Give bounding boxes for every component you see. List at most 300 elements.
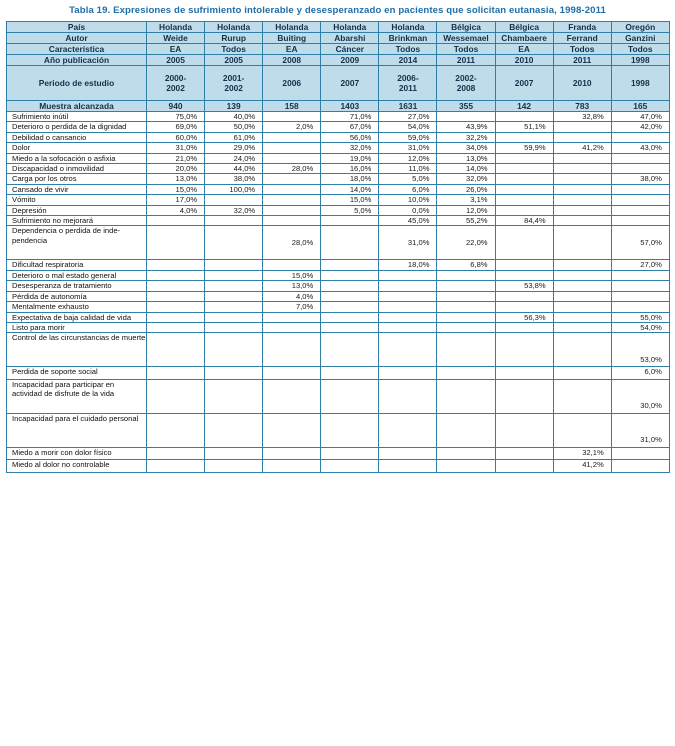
table-row xyxy=(7,143,670,153)
table-row xyxy=(7,281,670,291)
table-cell xyxy=(147,379,205,413)
table-cell: 12,0% xyxy=(379,153,437,163)
table-cell xyxy=(321,333,379,367)
table-cell xyxy=(379,333,437,367)
table-header-row xyxy=(7,22,670,33)
table-cell xyxy=(437,281,495,291)
table-row xyxy=(7,312,670,322)
table-cell xyxy=(321,260,379,270)
table-row xyxy=(7,226,670,260)
table-cell: 55,2% xyxy=(437,216,495,226)
header-cell: EA xyxy=(263,44,321,55)
table-header-row xyxy=(7,44,670,55)
header-label: Año publicación xyxy=(7,55,147,66)
row-label: Sufrimiento no mejorará xyxy=(7,216,147,226)
table-cell: 34,0% xyxy=(437,143,495,153)
table-cell xyxy=(321,367,379,379)
table-cell xyxy=(205,281,263,291)
header-cell: 2007 xyxy=(495,66,553,101)
table-cell xyxy=(553,322,611,332)
table-cell xyxy=(611,164,669,174)
table-cell: 15,0% xyxy=(321,195,379,205)
header-label: Autor xyxy=(7,33,147,44)
table-cell: 100,0% xyxy=(205,184,263,194)
table-row xyxy=(7,205,670,215)
table-cell xyxy=(263,367,321,379)
table-cell: 14,0% xyxy=(321,184,379,194)
header-cell: Brinkman xyxy=(379,33,437,44)
table-cell: 30,0% xyxy=(611,379,669,413)
table-cell xyxy=(437,333,495,367)
table-cell: 6,0% xyxy=(611,367,669,379)
table-cell xyxy=(263,143,321,153)
table-row xyxy=(7,216,670,226)
table-cell xyxy=(147,333,205,367)
table-cell xyxy=(495,367,553,379)
table-cell: 84,4% xyxy=(495,216,553,226)
row-label: Expectativa de baja calidad de vida xyxy=(7,312,147,322)
table-cell: 6,8% xyxy=(437,260,495,270)
header-cell: 355 xyxy=(437,101,495,112)
table-cell xyxy=(379,302,437,312)
table-cell: 43,0% xyxy=(611,143,669,153)
table-cell: 5,0% xyxy=(379,174,437,184)
table-cell xyxy=(379,447,437,459)
table-cell xyxy=(321,216,379,226)
table-cell: 19,0% xyxy=(321,153,379,163)
header-cell: Todos xyxy=(205,44,263,55)
table-cell: 10,0% xyxy=(379,195,437,205)
row-label: Control de las circunstancias de muerte xyxy=(7,333,147,367)
table-cell: 28,0% xyxy=(263,226,321,260)
header-cell: Ferrand xyxy=(553,33,611,44)
table-row xyxy=(7,302,670,312)
table-cell: 60,0% xyxy=(147,132,205,142)
table-cell xyxy=(205,367,263,379)
header-cell: EA xyxy=(495,44,553,55)
row-label: Depresión xyxy=(7,205,147,215)
table-cell: 59,9% xyxy=(495,143,553,153)
table-row xyxy=(7,413,670,447)
table-row xyxy=(7,270,670,280)
table-cell: 45,0% xyxy=(379,216,437,226)
table-cell xyxy=(205,413,263,447)
row-label: Cansado de vivir xyxy=(7,184,147,194)
table-cell xyxy=(437,367,495,379)
table-cell xyxy=(495,112,553,122)
table-cell: 32,0% xyxy=(205,205,263,215)
table-cell xyxy=(321,447,379,459)
table-cell xyxy=(321,226,379,260)
header-cell: Holanda xyxy=(147,22,205,33)
table-cell xyxy=(611,302,669,312)
table-cell: 56,0% xyxy=(321,132,379,142)
header-cell: Bélgica xyxy=(495,22,553,33)
table-cell xyxy=(205,460,263,472)
row-label: Dificultad respiratoria xyxy=(7,260,147,270)
table-cell xyxy=(495,322,553,332)
table-cell xyxy=(205,270,263,280)
table-cell xyxy=(611,291,669,301)
table-cell xyxy=(495,164,553,174)
table-cell xyxy=(553,184,611,194)
table-cell: 43,9% xyxy=(437,122,495,132)
table-cell xyxy=(553,205,611,215)
header-cell: 2014 xyxy=(379,55,437,66)
table-cell xyxy=(611,281,669,291)
header-cell: 2001- 2002 xyxy=(205,66,263,101)
table-cell xyxy=(147,367,205,379)
table-cell xyxy=(205,302,263,312)
table-cell xyxy=(437,413,495,447)
table-cell: 57,0% xyxy=(611,226,669,260)
table-cell xyxy=(205,447,263,459)
table-cell xyxy=(263,333,321,367)
table-cell xyxy=(205,216,263,226)
table-cell xyxy=(437,312,495,322)
table-cell: 15,0% xyxy=(147,184,205,194)
table-cell xyxy=(611,216,669,226)
table-cell xyxy=(147,447,205,459)
table-cell xyxy=(437,460,495,472)
table-cell xyxy=(147,260,205,270)
header-cell: Bélgica xyxy=(437,22,495,33)
table-cell: 16,0% xyxy=(321,164,379,174)
table-cell xyxy=(379,281,437,291)
header-cell: Holanda xyxy=(379,22,437,33)
header-cell: Chambaere xyxy=(495,33,553,44)
table-cell xyxy=(553,333,611,367)
table-cell: 32,0% xyxy=(437,174,495,184)
header-cell: Todos xyxy=(611,44,669,55)
header-cell: Holanda xyxy=(321,22,379,33)
table-cell xyxy=(495,184,553,194)
table-cell xyxy=(147,322,205,332)
table-cell xyxy=(147,460,205,472)
table-cell xyxy=(553,195,611,205)
header-cell: 2009 xyxy=(321,55,379,66)
table-cell: 31,0% xyxy=(379,143,437,153)
table-cell: 67,0% xyxy=(321,122,379,132)
table-cell xyxy=(553,413,611,447)
header-cell: EA xyxy=(147,44,205,55)
table-cell: 40,0% xyxy=(205,112,263,122)
table-cell: 13,0% xyxy=(437,153,495,163)
table-cell xyxy=(321,312,379,322)
table-cell: 5,0% xyxy=(321,205,379,215)
table-cell xyxy=(495,153,553,163)
table-cell: 7,0% xyxy=(263,302,321,312)
table-cell xyxy=(321,302,379,312)
table-row xyxy=(7,291,670,301)
table-cell: 53,0% xyxy=(611,333,669,367)
table-row xyxy=(7,260,670,270)
table-cell xyxy=(495,205,553,215)
row-label: Desesperanza de tratamiento xyxy=(7,281,147,291)
table-cell: 12,0% xyxy=(437,205,495,215)
row-label: Miedo al dolor no controlable xyxy=(7,460,147,472)
table-cell: 0,0% xyxy=(379,205,437,215)
table-cell xyxy=(495,174,553,184)
table-cell xyxy=(611,447,669,459)
table-cell: 28,0% xyxy=(263,164,321,174)
table-cell: 31,0% xyxy=(147,143,205,153)
table-cell: 18,0% xyxy=(321,174,379,184)
table-row xyxy=(7,460,670,472)
table-cell xyxy=(263,153,321,163)
table-cell xyxy=(495,132,553,142)
header-cell: Rurup xyxy=(205,33,263,44)
table-cell xyxy=(263,216,321,226)
page-title: Tabla 19. Expresiones de sufrimiento intolerable y desesperanzado en pacientes que solicitan eutanasia, 1998-2011 xyxy=(69,5,606,16)
table-row xyxy=(7,184,670,194)
table-cell xyxy=(379,367,437,379)
table-cell xyxy=(437,322,495,332)
table-cell xyxy=(495,270,553,280)
table-cell xyxy=(205,226,263,260)
table-cell xyxy=(147,312,205,322)
header-cell: 1998 xyxy=(611,66,669,101)
row-label: Discapacidad o inmovilidad xyxy=(7,164,147,174)
header-cell: Todos xyxy=(379,44,437,55)
table-cell xyxy=(553,291,611,301)
header-cell: Cáncer xyxy=(321,44,379,55)
header-label: Característica xyxy=(7,44,147,55)
table-cell: 6,0% xyxy=(379,184,437,194)
table-cell xyxy=(321,270,379,280)
table-cell xyxy=(379,379,437,413)
table-cell: 21,0% xyxy=(147,153,205,163)
row-label: Deterioro o mal estado general xyxy=(7,270,147,280)
table-cell xyxy=(263,205,321,215)
table-cell xyxy=(205,260,263,270)
table-cell xyxy=(147,281,205,291)
table-cell xyxy=(553,216,611,226)
table-cell xyxy=(147,302,205,312)
table-cell xyxy=(553,260,611,270)
table-cell xyxy=(205,379,263,413)
table-body xyxy=(7,22,670,473)
row-label: Listo para morir xyxy=(7,322,147,332)
table-cell xyxy=(553,174,611,184)
table-cell xyxy=(553,379,611,413)
table-cell xyxy=(321,379,379,413)
table-cell: 31,0% xyxy=(379,226,437,260)
table-cell: 54,0% xyxy=(379,122,437,132)
table-row xyxy=(7,195,670,205)
table-cell: 42,0% xyxy=(611,122,669,132)
header-cell: 142 xyxy=(495,101,553,112)
table-cell xyxy=(321,291,379,301)
table-cell xyxy=(611,195,669,205)
table-cell xyxy=(611,132,669,142)
table-cell xyxy=(263,379,321,413)
table-cell: 3,1% xyxy=(437,195,495,205)
table-cell xyxy=(379,413,437,447)
table-cell xyxy=(147,216,205,226)
table-cell: 22,0% xyxy=(437,226,495,260)
header-cell: Todos xyxy=(553,44,611,55)
row-label: Vómito xyxy=(7,195,147,205)
header-cell: Holanda xyxy=(205,22,263,33)
table-cell xyxy=(321,460,379,472)
header-cell: 1631 xyxy=(379,101,437,112)
table-row xyxy=(7,447,670,459)
row-label: Pérdida de autonomía xyxy=(7,291,147,301)
table-cell xyxy=(437,379,495,413)
row-label: Perdida de soporte social xyxy=(7,367,147,379)
header-cell: 2007 xyxy=(321,66,379,101)
table-cell xyxy=(263,184,321,194)
table-header-row xyxy=(7,66,670,101)
table-cell xyxy=(321,281,379,291)
table-cell xyxy=(553,226,611,260)
table-cell: 59,0% xyxy=(379,132,437,142)
header-cell: 2010 xyxy=(553,66,611,101)
table-row xyxy=(7,367,670,379)
table-cell: 32,2% xyxy=(437,132,495,142)
table-cell xyxy=(553,164,611,174)
row-label: Dependencia o perdida de inde-pendencia xyxy=(7,226,147,260)
header-cell: 2005 xyxy=(147,55,205,66)
header-cell: Holanda xyxy=(263,22,321,33)
row-label: Sufrimiento inútil xyxy=(7,112,147,122)
table-cell xyxy=(553,122,611,132)
table-cell: 4,0% xyxy=(263,291,321,301)
table-cell xyxy=(263,312,321,322)
table-cell xyxy=(495,413,553,447)
table-cell xyxy=(611,460,669,472)
row-label: Carga por los otros xyxy=(7,174,147,184)
header-label: Periodo de estudio xyxy=(7,66,147,101)
header-cell: 2006- 2011 xyxy=(379,66,437,101)
table-row xyxy=(7,153,670,163)
table-cell xyxy=(147,291,205,301)
table-cell: 53,8% xyxy=(495,281,553,291)
table-cell: 55,0% xyxy=(611,312,669,322)
table-cell: 31,0% xyxy=(611,413,669,447)
data-table xyxy=(6,21,670,473)
table-cell xyxy=(379,291,437,301)
header-cell: 2002- 2008 xyxy=(437,66,495,101)
table-cell xyxy=(379,322,437,332)
table-cell: 13,0% xyxy=(263,281,321,291)
table-row xyxy=(7,379,670,413)
table-cell xyxy=(611,153,669,163)
header-cell: 1998 xyxy=(611,55,669,66)
header-cell: 2006 xyxy=(263,66,321,101)
header-cell: Wessemael xyxy=(437,33,495,44)
table-cell xyxy=(495,447,553,459)
table-cell xyxy=(263,322,321,332)
table-cell: 51,1% xyxy=(495,122,553,132)
row-label: Miedo a la sofocación o asfixia xyxy=(7,153,147,163)
table-cell: 13,0% xyxy=(147,174,205,184)
table-cell xyxy=(437,302,495,312)
table-cell: 26,0% xyxy=(437,184,495,194)
table-cell xyxy=(263,447,321,459)
table-cell: 41,2% xyxy=(553,143,611,153)
header-cell: 2005 xyxy=(205,55,263,66)
row-label: Miedo a morir con dolor físico xyxy=(7,447,147,459)
table-header-row xyxy=(7,55,670,66)
table-cell xyxy=(553,367,611,379)
table-cell: 2,0% xyxy=(263,122,321,132)
table-cell xyxy=(147,270,205,280)
table-cell xyxy=(263,260,321,270)
header-cell: 2008 xyxy=(263,55,321,66)
table-cell: 27,0% xyxy=(611,260,669,270)
table-cell xyxy=(437,447,495,459)
header-cell: 1403 xyxy=(321,101,379,112)
table-cell xyxy=(205,291,263,301)
row-label: Incapacidad para participar en actividad de disfrute de la vida xyxy=(7,379,147,413)
header-label: País xyxy=(7,22,147,33)
header-cell: 783 xyxy=(553,101,611,112)
header-cell: Buiting xyxy=(263,33,321,44)
table-cell xyxy=(495,226,553,260)
table-cell: 41,2% xyxy=(553,460,611,472)
table-cell xyxy=(205,333,263,367)
header-cell: Abarshi xyxy=(321,33,379,44)
table-cell: 14,0% xyxy=(437,164,495,174)
table-cell xyxy=(611,184,669,194)
table-cell xyxy=(379,270,437,280)
table-cell: 71,0% xyxy=(321,112,379,122)
table-cell: 38,0% xyxy=(205,174,263,184)
row-label: Deterioro o perdida de la dignidad xyxy=(7,122,147,132)
header-cell: Ganzini xyxy=(611,33,669,44)
table-row xyxy=(7,132,670,142)
header-cell: Todos xyxy=(437,44,495,55)
table-cell: 54,0% xyxy=(611,322,669,332)
table-cell xyxy=(437,270,495,280)
table-cell xyxy=(205,312,263,322)
table-cell xyxy=(495,195,553,205)
table-cell: 32,8% xyxy=(553,112,611,122)
table-cell: 38,0% xyxy=(611,174,669,184)
table-cell: 44,0% xyxy=(205,164,263,174)
table-cell xyxy=(379,460,437,472)
header-cell: 2010 xyxy=(495,55,553,66)
table-cell xyxy=(437,112,495,122)
header-cell: Weide xyxy=(147,33,205,44)
header-cell: 2000- 2002 xyxy=(147,66,205,101)
table-cell: 56,3% xyxy=(495,312,553,322)
table-cell: 4,0% xyxy=(147,205,205,215)
header-label: Muestra alcanzada xyxy=(7,101,147,112)
table-cell xyxy=(321,413,379,447)
table-cell xyxy=(495,333,553,367)
table-cell xyxy=(611,270,669,280)
table-cell xyxy=(553,312,611,322)
table-cell xyxy=(553,302,611,312)
table-cell: 20,0% xyxy=(147,164,205,174)
row-label: Incapacidad para el cuidado personal xyxy=(7,413,147,447)
table-cell xyxy=(553,270,611,280)
header-cell: 940 xyxy=(147,101,205,112)
table-cell xyxy=(495,291,553,301)
table-cell xyxy=(379,312,437,322)
table-cell xyxy=(495,302,553,312)
table-cell: 11,0% xyxy=(379,164,437,174)
table-cell xyxy=(205,195,263,205)
table-row xyxy=(7,112,670,122)
table-cell xyxy=(553,281,611,291)
table-row xyxy=(7,122,670,132)
table-row xyxy=(7,333,670,367)
table-cell: 32,0% xyxy=(321,143,379,153)
